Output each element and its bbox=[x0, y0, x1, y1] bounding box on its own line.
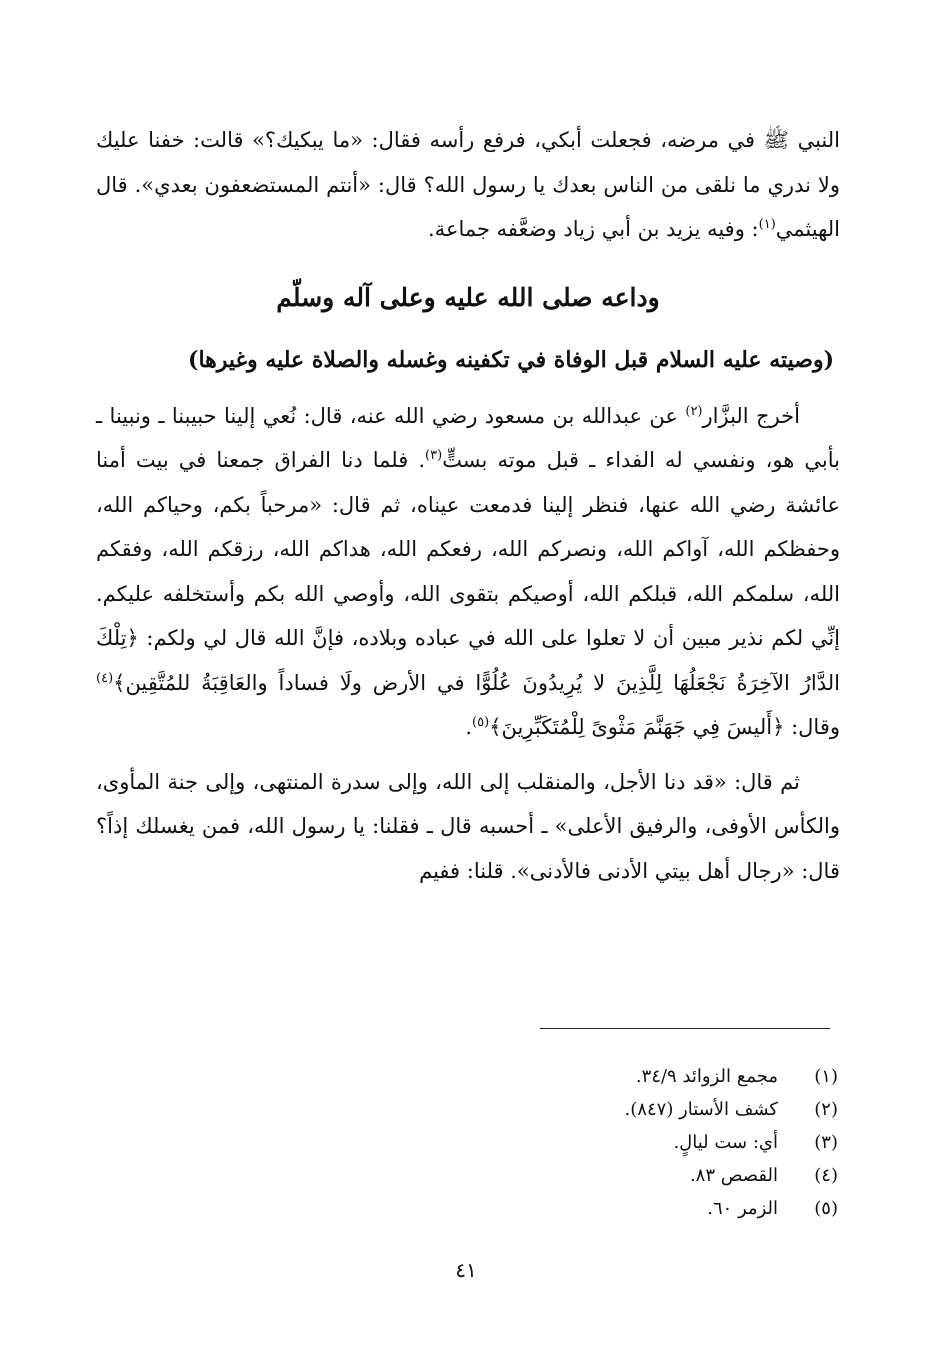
paragraph-text: وقال: ﴿أَليسَ فِي جَهَنَّمَ مَثْوىً لِلْمُتَكَبِّرِينَ﴾ bbox=[489, 715, 840, 739]
footnote-number: (٣) bbox=[814, 1132, 838, 1153]
footnote-text: الزمر ٦٠. bbox=[707, 1198, 778, 1219]
paragraph-text: عن عبدالله بن مسعود رضي الله عنه، قال: نُعي إلينا حبيبنا ـ ونبينا ـ بأبي هو، ونفسي له الفداء ـ قبل موته بستٍّ bbox=[96, 403, 840, 472]
page-number: ٤١ bbox=[455, 1258, 477, 1282]
footnotes-list bbox=[440, 1060, 838, 1225]
footnote-separator bbox=[540, 1028, 830, 1029]
paragraph-text: . bbox=[465, 715, 473, 739]
paragraph-continued-text: ثم قال: «قد دنا الأجل، والمنقلب إلى الله، وإلى سدرة المنتهى، وإلى جنة المأوى، والكأس الأوفى، والرفيق الأعلى» ـ أحسبه قال ـ فقلنا: يا رسول الله، فمن يغسلك إذاً؟ قال: «رجال أهل بيتي الأدنى فالأدنى». قلنا: ففيم bbox=[96, 769, 840, 883]
footnote-number: (٤) bbox=[814, 1165, 838, 1186]
footnote-number: (١) bbox=[814, 1066, 838, 1087]
paragraph-text: النبي ﷺ في مرضه، فجعلت أبكي، فرفع رأسه فقال: «ما يبكيك؟» قالت: خفنا عليك ولا ندري ما نلقى من الناس بعدك يا رسول الله؟ قال: «أنتم المستضعفون بعدي». قال الهيثمي bbox=[96, 128, 840, 241]
footnote-text: كشف الأستار (٨٤٧). bbox=[624, 1099, 778, 1120]
paragraph-text: . فلما دنا الفراق جمعنا في بيت أمنا عائشة رضي الله عنها، فنظر إلينا فدمعت عيناه، ثم قال: «مرحباً بكم، وحياكم الله، وحفظكم الله، آواكم الله، ونصركم الله، رفعكم الله، هداكم الله، رزقكم الله، وفقكم الله، سلمكم الله، قبلكم الله، أوصيكم بتقوى الله، وأوصي الله بكم وأستخلفه عليكم. إنِّي لكم نذير مبين أن لا تعلوا على الله في عباده وبلاده، فإنَّ الله قال لي ولكم: ﴿تِلْكَ الدَّارُ الآخِرَةُ نَجْعَلُهَا لِلَّذِينَ لا يُرِيدُونَ عُلُوًّا في الأرض ولَا فساداً والعَاقِبَةُ للمُتَّقِين﴾ bbox=[96, 448, 840, 695]
page-body bbox=[96, 118, 840, 893]
footnote-reference[interactable]: (٣) bbox=[425, 448, 443, 463]
footnote-reference[interactable]: (٤) bbox=[96, 670, 114, 686]
paragraph-continuation bbox=[96, 118, 840, 252]
section-subtitle: (وصيته عليه السلام قبل الوفاة في تكفينه وغسله والصلاة عليه وغيرها) bbox=[188, 346, 834, 373]
footnote-item bbox=[440, 1126, 838, 1159]
footnote-text: أي: ست ليالٍ. bbox=[673, 1132, 778, 1153]
section-title: وداعه صلى الله عليه وعلى آله وسلّم bbox=[276, 282, 660, 312]
footnote-text: القصص ٨٣. bbox=[689, 1165, 778, 1186]
paragraph-text: أخرج البزَّار bbox=[702, 403, 800, 428]
footnote-item bbox=[440, 1093, 838, 1126]
footnote-number: (٢) bbox=[814, 1099, 838, 1120]
footnote-reference[interactable]: (١) bbox=[758, 217, 776, 232]
footnote-number: (٥) bbox=[814, 1198, 838, 1219]
footnote-item bbox=[440, 1159, 838, 1192]
paragraph-text: : وفيه يزيد بن أبي زياد وضعَّفه جماعة. bbox=[428, 217, 759, 241]
footnote-item bbox=[440, 1060, 838, 1093]
footnote-reference[interactable]: (٢) bbox=[685, 403, 703, 419]
paragraph-hadith bbox=[96, 394, 840, 750]
footnote-reference[interactable]: (٥) bbox=[472, 715, 490, 730]
footnote-item bbox=[440, 1192, 838, 1225]
footnote-text: مجمع الزوائد ٣٤/٩. bbox=[635, 1066, 778, 1087]
